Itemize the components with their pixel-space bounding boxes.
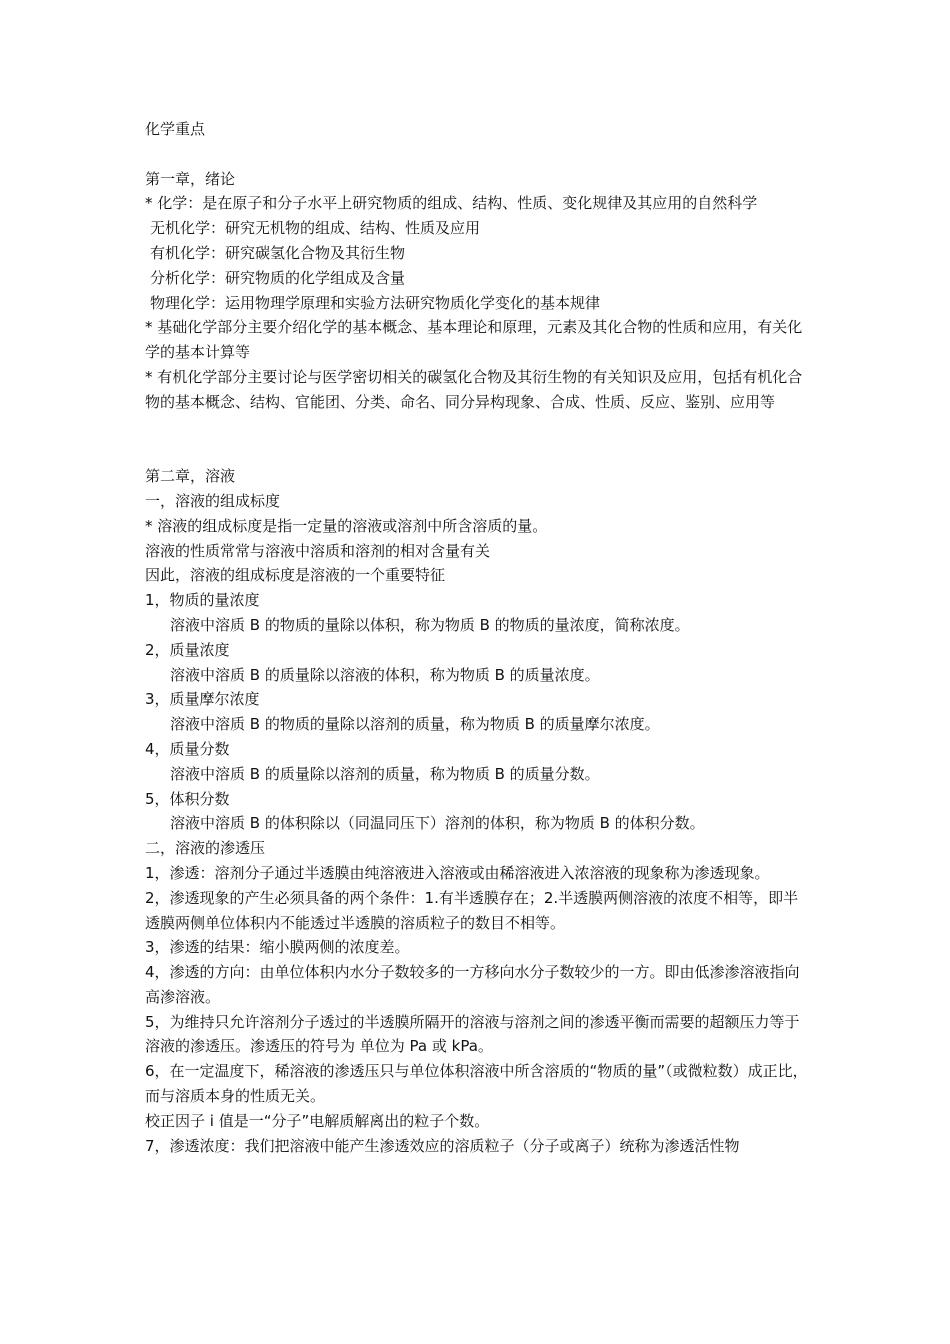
concentration-item-label: 4，质量分数 [145,739,230,758]
osmosis-paragraph: 6，在一定温度下，稀溶液的渗透压只与单位体积溶液中所含溶质的“物质的量”（或微粒数）成正比，而与溶质本身的性质无关。 [145,1062,808,1106]
section-2-heading: 二，溶液的渗透压 [145,839,266,858]
chapter-1-point-organic: * 有机化学部分主要讨论与医学密切相关的碳氢化合物及其衍生物的有关知识及应用，包括有机化合物的基本概念、结构、官能团、分类、命名、同分异构现象、合成、性质、反应、鉴别、应用等 [145,367,803,411]
concentration-item-desc: 溶液中溶质 B 的体积除以（同温同压下）溶剂的体积，称为物质 B 的体积分数。 [170,814,705,833]
osmosis-paragraph: 4，渗透的方向：由单位体积内水分子数较多的一方移向水分子数较少的一方。即由低渗渗溶液指向高渗溶液。 [145,963,800,1006]
osmosis-paragraph: 2，渗透现象的产生必须具备的两个条件：1.有半透膜存在；2.半透膜两侧溶液的浓度不相等，即半透膜两侧单位体积内不能透过半透膜的溶质粒子的数目不相等。 [145,888,799,932]
concentration-item-desc: 溶液中溶质 B 的质量除以溶液的体积，称为物质 B 的质量浓度。 [170,665,600,684]
branch-inorganic: 无机化学：研究无机物的组成、结构、性质及应用 [150,219,481,238]
document-body [145,117,813,1158]
branch-organic: 有机化学：研究碳氢化合物及其衍生物 [150,243,406,262]
branch-physical: 物理化学：运用物理学原理和实验方法研究物质化学变化的基本规律 [150,293,601,312]
chapter-1-definition: * 化学：是在原子和分子水平上研究物质的组成、结构、性质、变化规律及其应用的自然科学 [145,194,758,213]
concentration-item-label: 3，质量摩尔浓度 [145,690,260,709]
osmosis-paragraph: 7，渗透浓度：我们把溶液中能产生渗透效应的溶质粒子（分子或离子）统称为渗透活性物 [145,1136,740,1155]
osmosis-paragraph: 3，渗透的结果：缩小膜两侧的浓度差。 [145,938,410,957]
document-title: 化学重点 [145,120,206,138]
concentration-item-desc: 溶液中溶质 B 的物质的量除以溶剂的质量，称为物质 B 的质量摩尔浓度。 [170,715,660,734]
section-1-heading: 一，溶液的组成标度 [145,491,281,510]
section-1-star-point: * 溶液的组成标度是指一定量的溶液或溶剂中所含溶质的量。 [145,516,548,535]
branch-analytical: 分析化学：研究物质的化学组成及含量 [150,268,406,287]
chapter-1-point-basic: * 基础化学部分主要介绍化学的基本概念、基本理论和原理，元素及其化合物的性质和应用，有关化学的基本计算等 [145,318,803,362]
concentration-item-desc: 溶液中溶质 B 的物质的量除以体积，称为物质 B 的物质的量浓度，简称浓度。 [170,615,690,634]
chapter-1-heading: 第一章，绪论 [145,169,236,188]
osmosis-paragraph: 1，渗透：溶剂分子通过半透膜由纯溶液进入溶液或由稀溶液进入浓溶液的现象称为渗透现象。 [145,863,770,882]
concentration-item-label: 2，质量浓度 [145,640,230,659]
osmosis-paragraph: 5，为维持只允许溶剂分子透过的半透膜所隔开的溶液与溶剂之间的渗透平衡而需要的超额压力等于溶液的渗透压。渗透压的符号为 单位为 Pa 或 kPa。 [145,1012,800,1056]
concentration-item-label: 5，体积分数 [145,789,230,808]
section-1-line: 溶液的性质常常与溶液中溶质和溶剂的相对含量有关 [145,541,491,560]
concentration-item-desc: 溶液中溶质 B 的质量除以溶剂的质量，称为物质 B 的质量分数。 [170,764,600,783]
chapter-2-heading: 第二章，溶液 [145,467,236,486]
concentration-item-label: 1，物质的量浓度 [145,591,260,610]
osmosis-paragraph: 校正因子 i 值是一“分子”电解质解离出的粒子个数。 [145,1111,490,1130]
section-1-line: 因此，溶液的组成标度是溶液的一个重要特征 [145,566,446,585]
